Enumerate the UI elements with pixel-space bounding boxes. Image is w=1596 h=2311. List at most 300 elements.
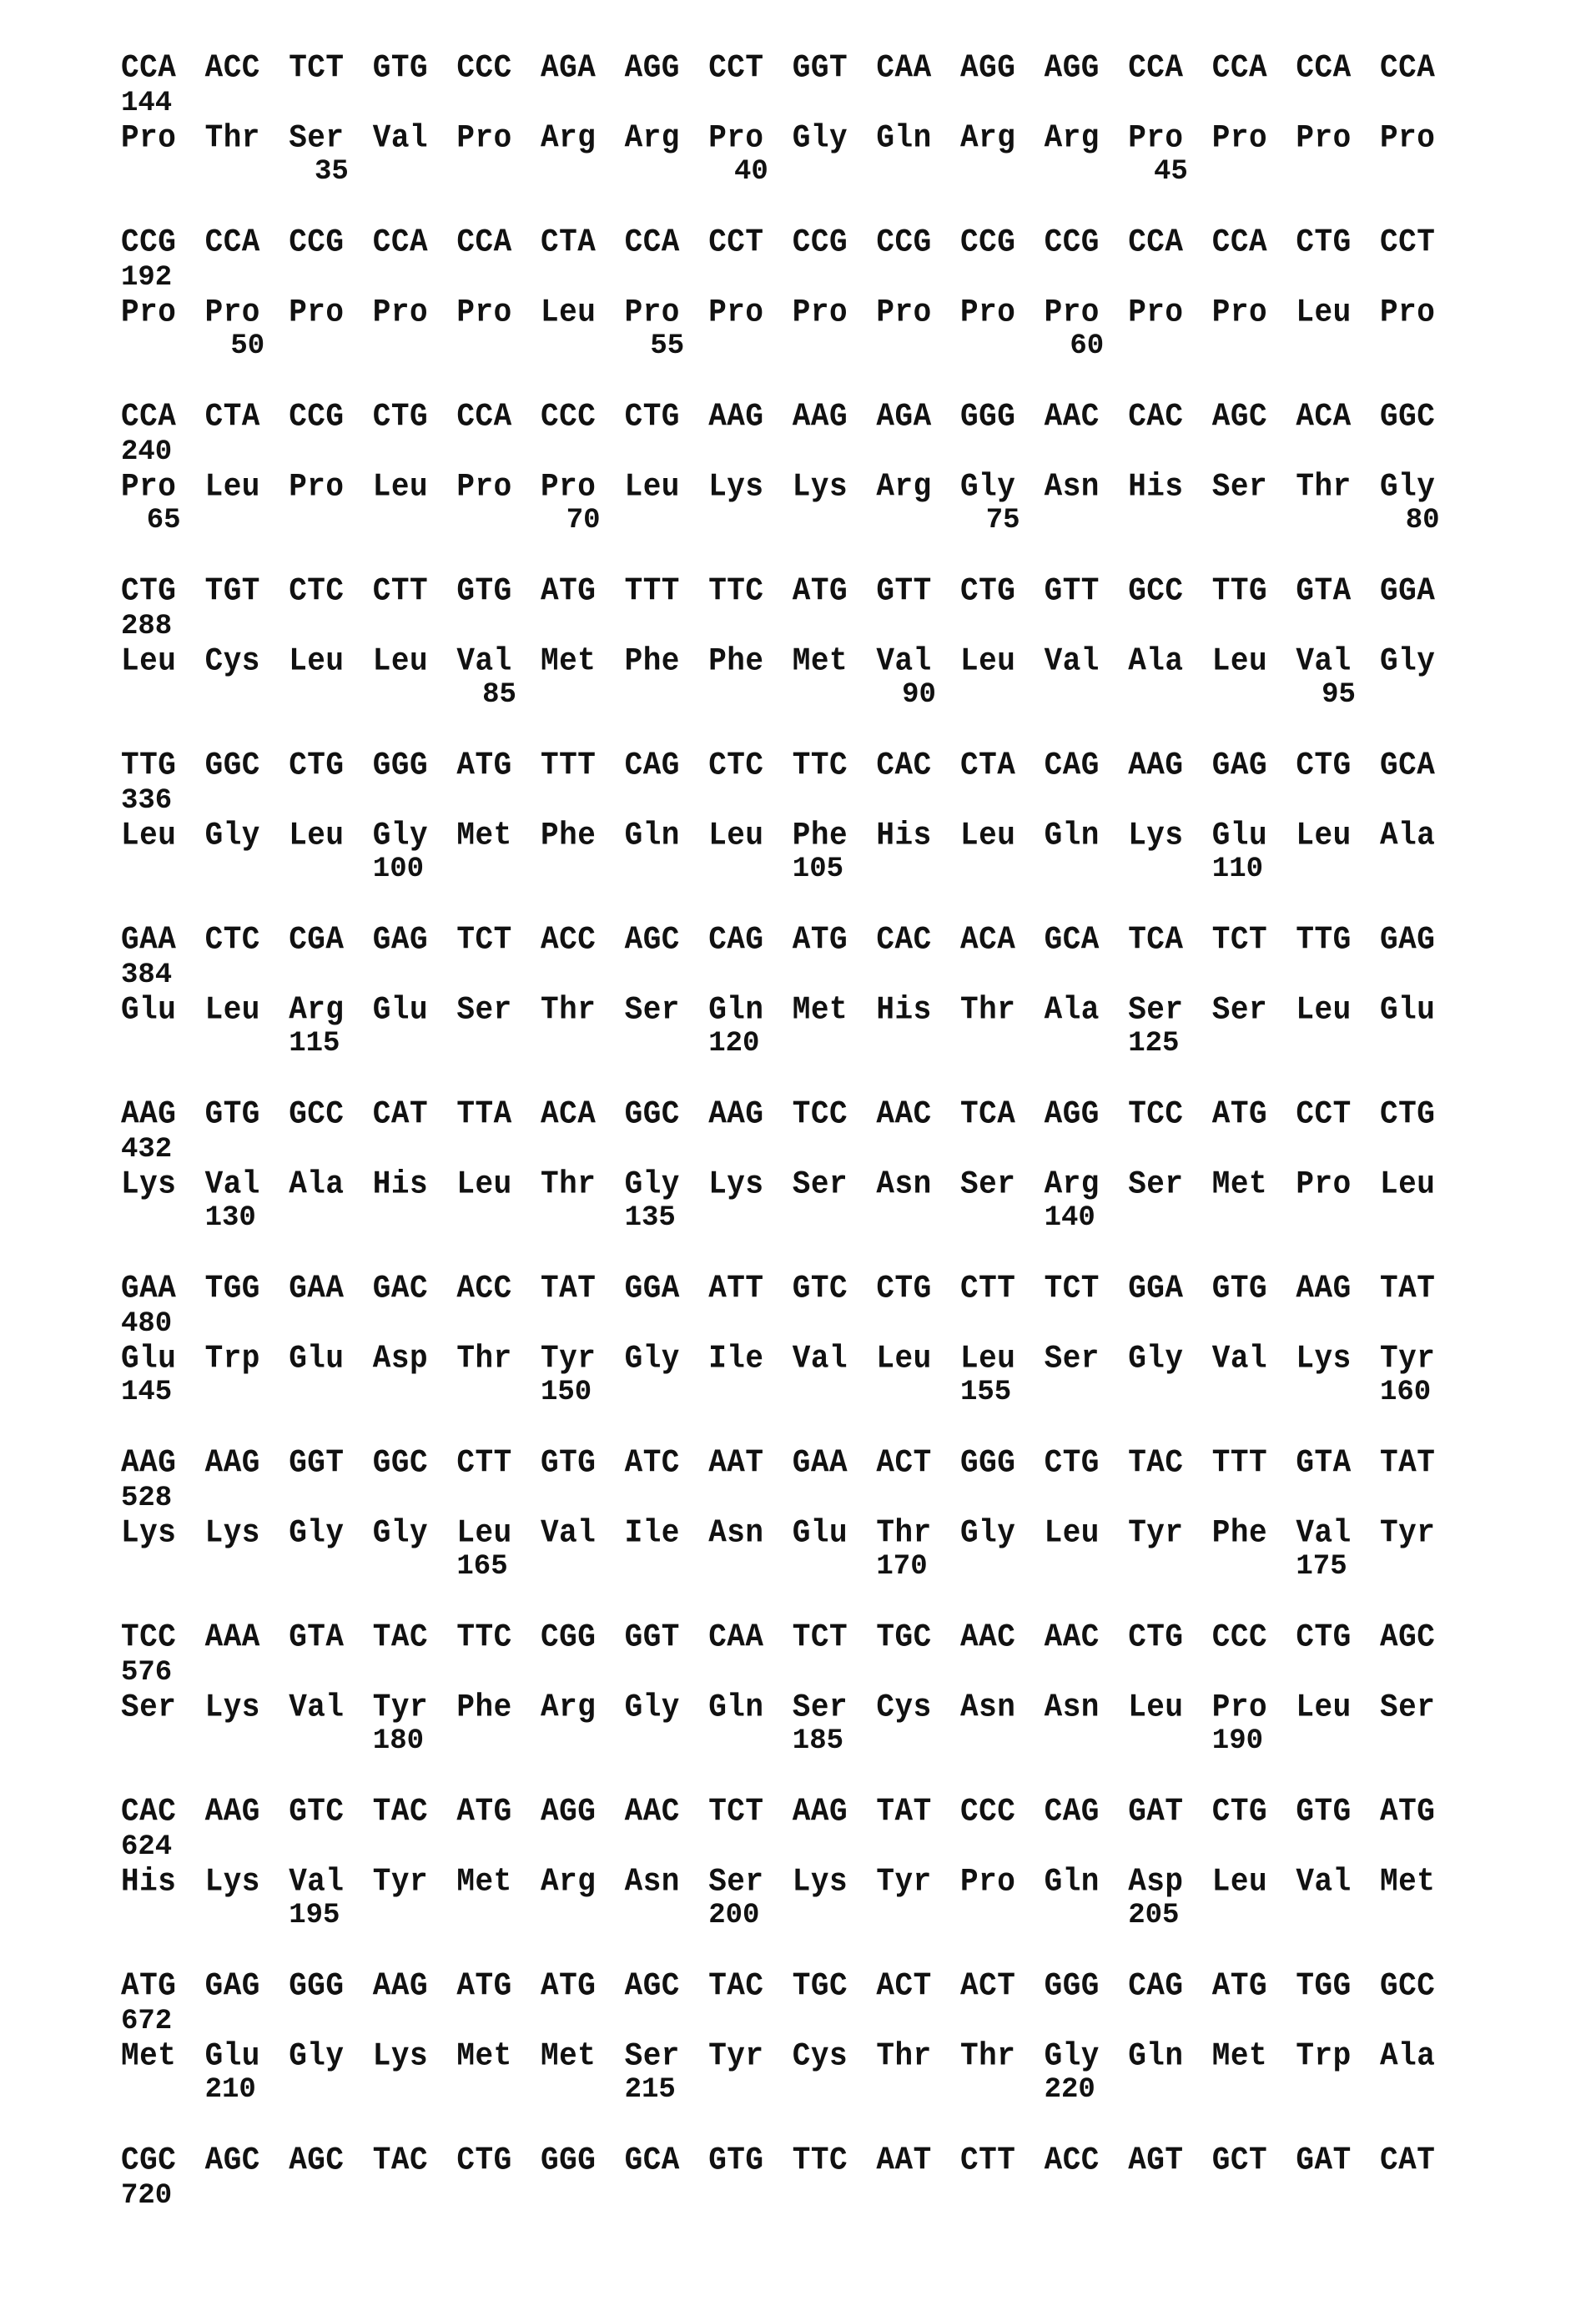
- amino-acid: Thr: [960, 2037, 1016, 2075]
- codon: GGA: [1128, 1270, 1184, 1307]
- amino-acid: Pro: [456, 294, 512, 331]
- amino-acid: Tyr: [1380, 1514, 1436, 1552]
- nucleotide-position: 576: [121, 1657, 173, 1689]
- codon: ATG: [1211, 1095, 1268, 1133]
- nucleotide-position: 720: [121, 2180, 173, 2212]
- residue-number: 175: [1296, 1551, 1347, 1583]
- codon: CCA: [1380, 49, 1436, 87]
- codon: CCA: [372, 224, 429, 261]
- amino-acid: Thr: [876, 1514, 932, 1552]
- amino-acid: Gly: [289, 1514, 345, 1552]
- codon: GAA: [121, 921, 177, 959]
- amino-acid: Ile: [708, 1340, 764, 1377]
- codon: ATG: [792, 921, 848, 959]
- codon: AGC: [624, 1967, 680, 2005]
- codon: TAC: [708, 1967, 764, 2005]
- codon: ACT: [876, 1444, 932, 1482]
- codon: GGC: [1380, 398, 1436, 436]
- amino-acid: Lys: [204, 1514, 260, 1552]
- codon: CAG: [624, 747, 680, 784]
- sequence-block: [121, 1621, 1489, 1788]
- amino-acid: Arg: [624, 119, 680, 157]
- codon: CAC: [1128, 398, 1184, 436]
- codon: GAA: [289, 1270, 345, 1307]
- amino-acid: His: [121, 1863, 177, 1901]
- residue-number: 220: [1044, 2074, 1095, 2106]
- residue-number: 130: [204, 1202, 256, 1234]
- codon: AAC: [1044, 1619, 1100, 1656]
- codon: TCA: [960, 1095, 1016, 1133]
- codon: ACC: [456, 1270, 512, 1307]
- residue-number: 185: [792, 1725, 844, 1757]
- codon: CCG: [121, 224, 177, 261]
- codon: TAC: [372, 2142, 429, 2179]
- amino-acid: Gly: [372, 1514, 429, 1552]
- codon: CCA: [1128, 49, 1184, 87]
- codon: TTC: [792, 2142, 848, 2179]
- amino-acid: Leu: [1380, 1166, 1436, 1203]
- codon: TCA: [1128, 921, 1184, 959]
- codon: AGT: [1128, 2142, 1184, 2179]
- codon: GTT: [876, 572, 932, 610]
- amino-acid: Pro: [1380, 294, 1436, 331]
- codon: GTG: [456, 572, 512, 610]
- amino-acid: Val: [204, 1166, 260, 1203]
- codon: CTA: [204, 398, 260, 436]
- amino-acid: Arg: [960, 119, 1016, 157]
- codon: TTG: [1296, 921, 1352, 959]
- amino-acid: Asn: [876, 1166, 932, 1203]
- residue-number: 170: [876, 1551, 928, 1583]
- residue-number: 135: [624, 1202, 676, 1234]
- codon: CCT: [1296, 1095, 1352, 1133]
- codon: CCG: [960, 224, 1016, 261]
- codon: TTA: [456, 1095, 512, 1133]
- amino-acid: Val: [1296, 1863, 1352, 1901]
- residue-number: 90: [902, 679, 936, 711]
- amino-acid: Leu: [1211, 1863, 1268, 1901]
- amino-acid: His: [876, 817, 932, 854]
- residue-number: 85: [482, 679, 516, 711]
- codon: ATG: [541, 572, 597, 610]
- amino-acid: Leu: [204, 991, 260, 1029]
- amino-acid: Glu: [792, 1514, 848, 1552]
- amino-acid: Ser: [121, 1689, 177, 1726]
- codon: AAG: [204, 1444, 260, 1482]
- nucleotide-position: 480: [121, 1308, 173, 1340]
- amino-acid: Phe: [624, 642, 680, 680]
- codon: AGG: [960, 49, 1016, 87]
- codon: ATG: [1380, 1793, 1436, 1830]
- codon: GCA: [1044, 921, 1100, 959]
- amino-acid: Cys: [876, 1689, 932, 1726]
- codon: GGG: [960, 398, 1016, 436]
- codon: CCA: [624, 224, 680, 261]
- residue-number: 150: [541, 1377, 592, 1408]
- amino-acid: His: [372, 1166, 429, 1203]
- amino-acid: Val: [541, 1514, 597, 1552]
- amino-acid: Ala: [1380, 2037, 1436, 2075]
- amino-acid: Thr: [1296, 468, 1352, 506]
- nucleotide-position: 432: [121, 1134, 173, 1166]
- amino-acid: Pro: [456, 119, 512, 157]
- residue-number: 160: [1380, 1377, 1432, 1408]
- residue-number: 50: [230, 330, 265, 362]
- amino-acid: Gly: [1380, 468, 1436, 506]
- sequence-block: [121, 1967, 1489, 2137]
- amino-acid: Asp: [372, 1340, 429, 1377]
- codon: AAC: [876, 1095, 932, 1133]
- amino-acid: Met: [456, 2037, 512, 2075]
- codon: GTC: [792, 1270, 848, 1307]
- codon: AAG: [372, 1967, 429, 2005]
- amino-acid: Asn: [1044, 468, 1100, 506]
- amino-acid: Gly: [960, 1514, 1016, 1552]
- amino-acid: Glu: [1380, 991, 1436, 1029]
- amino-acid: Thr: [960, 991, 1016, 1029]
- amino-acid: Ser: [792, 1166, 848, 1203]
- residue-number: 75: [985, 505, 1020, 536]
- codon: CCA: [456, 224, 512, 261]
- amino-acid: Pro: [121, 119, 177, 157]
- amino-acid: Asp: [1128, 1863, 1184, 1901]
- amino-acid: Glu: [289, 1340, 345, 1377]
- codon: CTG: [1128, 1619, 1184, 1656]
- codon: CCG: [792, 224, 848, 261]
- codon: CTG: [456, 2142, 512, 2179]
- codon: ATG: [456, 1793, 512, 1830]
- codon: GGC: [372, 1444, 429, 1482]
- codon: TGG: [204, 1270, 260, 1307]
- amino-acid: Val: [792, 1340, 848, 1377]
- amino-acid: Gln: [708, 1689, 764, 1726]
- amino-acid: Pro: [1044, 294, 1100, 331]
- codon: GGG: [960, 1444, 1016, 1482]
- amino-acid: Pro: [708, 119, 764, 157]
- codon: ACA: [1296, 398, 1352, 436]
- amino-acid: Asn: [708, 1514, 764, 1552]
- amino-acid: Val: [1296, 642, 1352, 680]
- amino-acid: Ser: [1044, 1340, 1100, 1377]
- codon: TGC: [792, 1967, 848, 2005]
- amino-acid: Ser: [1211, 468, 1268, 506]
- amino-acid: Gln: [876, 119, 932, 157]
- amino-acid: Ser: [960, 1166, 1016, 1203]
- amino-acid: Met: [792, 642, 848, 680]
- amino-acid: Pro: [1296, 119, 1352, 157]
- amino-acid: Met: [792, 991, 848, 1029]
- residue-number: 100: [372, 853, 425, 885]
- amino-acid: Gly: [1044, 2037, 1100, 2075]
- codon: AAA: [204, 1619, 260, 1656]
- amino-acid: Gly: [1380, 642, 1436, 680]
- residue-number: 35: [314, 156, 349, 188]
- codon: CTG: [1296, 224, 1352, 261]
- codon: GTG: [1296, 1793, 1352, 1830]
- amino-acid: Gly: [624, 1340, 680, 1377]
- amino-acid: Asn: [1044, 1689, 1100, 1726]
- amino-acid: Ser: [708, 1863, 764, 1901]
- amino-acid: Pro: [1211, 119, 1268, 157]
- codon: GTA: [289, 1619, 345, 1656]
- codon: ACT: [960, 1967, 1016, 2005]
- codon: CAG: [1044, 747, 1100, 784]
- amino-acid: Ala: [1380, 817, 1436, 854]
- residue-number: 110: [1211, 853, 1264, 885]
- amino-acid: Thr: [541, 991, 597, 1029]
- codon: CCA: [456, 398, 512, 436]
- amino-acid: Arg: [541, 1863, 597, 1901]
- codon: AGC: [1380, 1619, 1436, 1656]
- codon: GGT: [624, 1619, 680, 1656]
- amino-acid: Gly: [624, 1689, 680, 1726]
- codon: CAA: [876, 49, 932, 87]
- amino-acid: Leu: [876, 1340, 932, 1377]
- residue-number: 140: [1044, 1202, 1095, 1234]
- amino-acid: Gln: [1044, 817, 1100, 854]
- amino-acid: Tyr: [541, 1340, 597, 1377]
- amino-acid: Pro: [792, 294, 848, 331]
- codon: GTG: [708, 2142, 764, 2179]
- codon: TTT: [1211, 1444, 1268, 1482]
- amino-acid: Leu: [456, 1166, 512, 1203]
- codon: CAG: [708, 921, 764, 959]
- amino-acid: Pro: [1128, 119, 1184, 157]
- amino-acid: Leu: [1296, 294, 1352, 331]
- codon: GAA: [121, 1270, 177, 1307]
- codon: CCG: [1044, 224, 1100, 261]
- codon: CTG: [1296, 1619, 1352, 1656]
- residue-number: 60: [1070, 330, 1105, 362]
- amino-acid: Leu: [1044, 1514, 1100, 1552]
- codon: ACC: [204, 49, 260, 87]
- amino-acid: Tyr: [708, 2037, 764, 2075]
- amino-acid: Gly: [372, 817, 429, 854]
- amino-acid: Pro: [1211, 1689, 1268, 1726]
- codon: ACA: [960, 921, 1016, 959]
- codon: AAG: [708, 398, 764, 436]
- amino-acid: Glu: [372, 991, 429, 1029]
- amino-acid: Pro: [1211, 294, 1268, 331]
- sequence-block: [121, 400, 1489, 567]
- amino-acid: Pro: [204, 294, 260, 331]
- amino-acid: Thr: [876, 2037, 932, 2075]
- nucleotide-position: 624: [121, 1831, 173, 1863]
- codon: GGG: [1044, 1967, 1100, 2005]
- amino-acid: Val: [1044, 642, 1100, 680]
- codon: GGG: [289, 1967, 345, 2005]
- amino-acid: Lys: [204, 1689, 260, 1726]
- amino-acid: Tyr: [1128, 1514, 1184, 1552]
- amino-acid: Val: [456, 642, 512, 680]
- amino-acid: Leu: [708, 817, 764, 854]
- codon: CTT: [456, 1444, 512, 1482]
- codon: CGC: [121, 2142, 177, 2179]
- sequence-block: [121, 572, 1489, 742]
- codon: TTG: [1211, 572, 1268, 610]
- codon: ATG: [456, 747, 512, 784]
- residue-number: 205: [1128, 1900, 1180, 1931]
- codon: GGG: [372, 747, 429, 784]
- amino-acid: Ala: [1128, 642, 1184, 680]
- amino-acid: Thr: [541, 1166, 597, 1203]
- codon: AAG: [1296, 1270, 1352, 1307]
- codon: CCC: [541, 398, 597, 436]
- amino-acid: Lys: [1296, 1340, 1352, 1377]
- amino-acid: Pro: [121, 294, 177, 331]
- amino-acid: Pro: [624, 294, 680, 331]
- amino-acid: Trp: [204, 1340, 260, 1377]
- codon: TCT: [792, 1619, 848, 1656]
- amino-acid: Gly: [624, 1166, 680, 1203]
- amino-acid: Lys: [121, 1166, 177, 1203]
- codon: CTC: [708, 747, 764, 784]
- amino-acid: Pro: [121, 468, 177, 506]
- amino-acid: Glu: [1211, 817, 1268, 854]
- codon: AAG: [708, 1095, 764, 1133]
- sequence-block: [121, 749, 1489, 916]
- amino-acid: Lys: [708, 1166, 764, 1203]
- amino-acid: Gln: [1044, 1863, 1100, 1901]
- amino-acid: Ala: [1044, 991, 1100, 1029]
- amino-acid: Leu: [121, 642, 177, 680]
- amino-acid: Leu: [372, 642, 429, 680]
- amino-acid: Leu: [960, 642, 1016, 680]
- codon: GAT: [1296, 2142, 1352, 2179]
- codon: CAT: [372, 1095, 429, 1133]
- amino-acid: Gly: [289, 2037, 345, 2075]
- codon: TTG: [121, 747, 177, 784]
- codon: GGT: [289, 1444, 345, 1482]
- nucleotide-position: 288: [121, 611, 173, 642]
- amino-acid: Met: [541, 2037, 597, 2075]
- amino-acid: Ser: [624, 991, 680, 1029]
- codon: GTT: [1044, 572, 1100, 610]
- amino-acid: Ser: [1128, 1166, 1184, 1203]
- codon: GGT: [792, 49, 848, 87]
- amino-acid: Gly: [792, 119, 848, 157]
- codon: TAT: [876, 1793, 932, 1830]
- codon: CCA: [1211, 49, 1268, 87]
- amino-acid: Ser: [792, 1689, 848, 1726]
- codon: GAG: [1380, 921, 1436, 959]
- residue-number: 125: [1128, 1028, 1180, 1060]
- amino-acid: Met: [456, 817, 512, 854]
- codon: CCG: [289, 398, 345, 436]
- codon: GAG: [372, 921, 429, 959]
- amino-acid: Met: [456, 1863, 512, 1901]
- amino-acid: Arg: [876, 468, 932, 506]
- codon: ATG: [121, 1967, 177, 2005]
- codon: TTT: [541, 747, 597, 784]
- codon: TAC: [372, 1793, 429, 1830]
- amino-acid: Pro: [289, 468, 345, 506]
- codon: GTA: [1296, 1444, 1352, 1482]
- codon: TGT: [204, 572, 260, 610]
- codon: AGG: [541, 1793, 597, 1830]
- codon: AGC: [204, 2142, 260, 2179]
- nucleotide-position: 384: [121, 959, 173, 991]
- amino-acid: Phe: [708, 642, 764, 680]
- codon: AAT: [708, 1444, 764, 1482]
- codon: CTC: [289, 572, 345, 610]
- codon: GCC: [1380, 1967, 1436, 2005]
- codon: GCA: [1380, 747, 1436, 784]
- residue-number: 180: [372, 1725, 425, 1757]
- codon: AAG: [792, 1793, 848, 1830]
- codon: GGG: [541, 2142, 597, 2179]
- codon: TGC: [876, 1619, 932, 1656]
- amino-acid: Leu: [960, 1340, 1016, 1377]
- codon: GCC: [1128, 572, 1184, 610]
- codon: AAG: [121, 1095, 177, 1133]
- amino-acid: Met: [121, 2037, 177, 2075]
- codon: CCA: [1128, 224, 1184, 261]
- amino-acid: Val: [1211, 1340, 1268, 1377]
- sequence-block: [121, 49, 1489, 219]
- residue-number: 115: [289, 1028, 340, 1060]
- codon: GTG: [1211, 1270, 1268, 1307]
- amino-acid: Met: [1380, 1863, 1436, 1901]
- residue-number: 200: [708, 1900, 760, 1931]
- codon: CCC: [456, 49, 512, 87]
- codon: TAT: [1380, 1270, 1436, 1307]
- codon: CTG: [1044, 1444, 1100, 1482]
- codon: CCT: [708, 224, 764, 261]
- codon: TCT: [1211, 921, 1268, 959]
- residue-number: 155: [960, 1377, 1012, 1408]
- amino-acid: Glu: [121, 1340, 177, 1377]
- codon: TCC: [792, 1095, 848, 1133]
- codon: AGG: [624, 49, 680, 87]
- codon: CTG: [624, 398, 680, 436]
- codon: AAG: [121, 1444, 177, 1482]
- amino-acid: Val: [289, 1863, 345, 1901]
- amino-acid: Arg: [1044, 119, 1100, 157]
- codon: ACC: [1044, 2142, 1100, 2179]
- amino-acid: Gln: [1128, 2037, 1184, 2075]
- amino-acid: Leu: [204, 468, 260, 506]
- amino-acid: Pro: [960, 294, 1016, 331]
- amino-acid: Lys: [708, 468, 764, 506]
- codon: TGG: [1296, 1967, 1352, 2005]
- codon: CTG: [1380, 1095, 1436, 1133]
- amino-acid: Lys: [372, 2037, 429, 2075]
- codon: CCT: [708, 49, 764, 87]
- amino-acid: Pro: [289, 294, 345, 331]
- amino-acid: Val: [876, 642, 932, 680]
- codon: AAG: [1128, 747, 1184, 784]
- codon: GTG: [204, 1095, 260, 1133]
- amino-acid: Val: [1296, 1514, 1352, 1552]
- amino-acid: Trp: [1296, 2037, 1352, 2075]
- amino-acid: Ser: [1128, 991, 1184, 1029]
- residue-number: 55: [650, 330, 685, 362]
- codon: GTC: [289, 1793, 345, 1830]
- amino-acid: Leu: [456, 1514, 512, 1552]
- codon: CTA: [960, 747, 1016, 784]
- codon: ATT: [708, 1270, 764, 1307]
- amino-acid: Phe: [541, 817, 597, 854]
- amino-acid: Tyr: [372, 1863, 429, 1901]
- codon: CAG: [1044, 1793, 1100, 1830]
- residue-number: 190: [1211, 1725, 1264, 1757]
- codon: CTT: [960, 1270, 1016, 1307]
- codon: GAT: [1128, 1793, 1184, 1830]
- codon: TTC: [456, 1619, 512, 1656]
- codon: CCC: [1211, 1619, 1268, 1656]
- amino-acid: Ser: [1211, 991, 1268, 1029]
